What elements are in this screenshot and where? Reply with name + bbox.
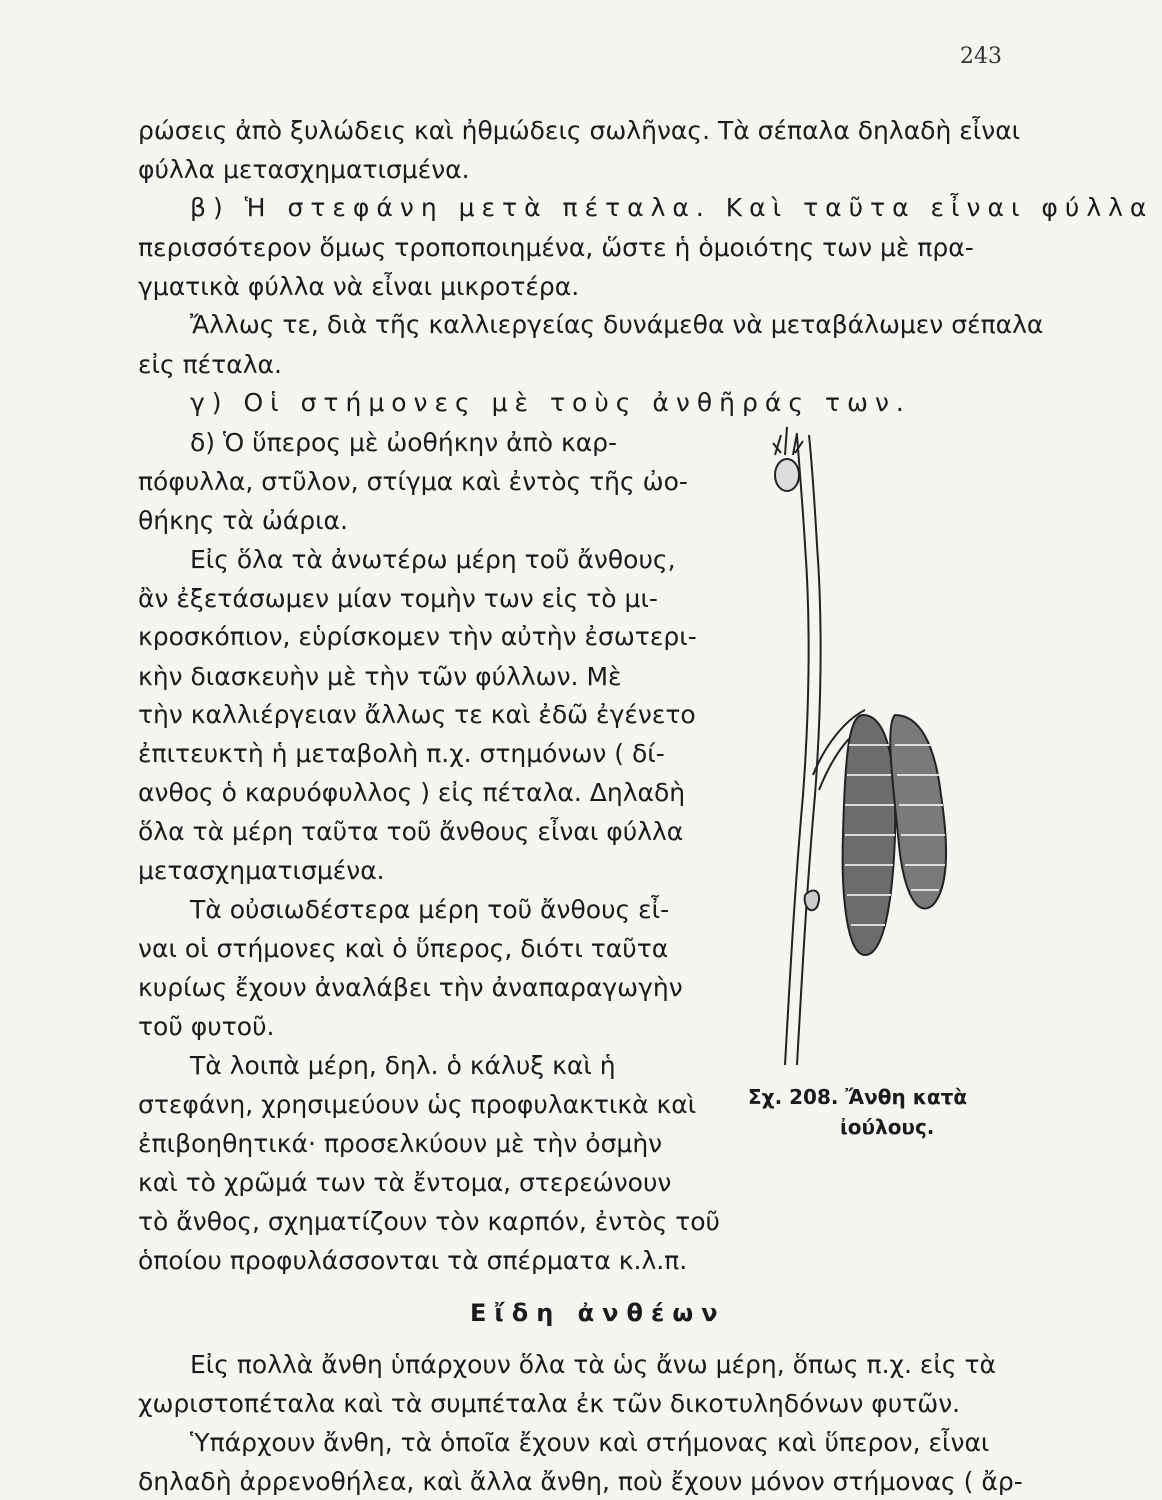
figure-caption-line1: Σχ. 208. Ἄνθη κατὰ bbox=[748, 1085, 968, 1109]
text-line: κροσκόπιον, εὑρίσκομεν τὴν αὐτὴν ἐσωτερι- bbox=[138, 622, 697, 651]
text-line: ἐπιβοηθητικά· προσελκύουν μὲ τὴν ὀσμὴν bbox=[138, 1129, 663, 1158]
text-line: μετασχηματισμένα. bbox=[138, 856, 385, 885]
text-line: ὅλα τὰ μέρη ταῦτα τοῦ ἄνθους εἶναι φύλλα bbox=[138, 817, 684, 846]
text-line: φύλλα μετασχηματισμένα. bbox=[138, 155, 470, 184]
text-line: πόφυλλα, στῦλον, στίγμα καὶ ἐντὸς τῆς ὠο- bbox=[138, 467, 688, 496]
text-line: Τὰ λοιπὰ μέρη, δηλ. ὁ κάλυξ καὶ ἡ bbox=[190, 1051, 616, 1080]
text-line: θήκης τὰ ὠάρια. bbox=[138, 506, 348, 535]
text-line: Ἄλλως τε, διὰ τῆς καλλιεργείας δυνάμεθα νὰ μεταβάλωμεν σέπαλα bbox=[190, 310, 1044, 339]
text-line: κυρίως ἔχουν ἀναλάβει τὴν ἀναπαραγωγὴν bbox=[138, 973, 683, 1002]
catkin bbox=[890, 715, 946, 909]
text-line: Εἰς ὅλα τὰ ἀνωτέρω μέρη τοῦ ἄνθους, bbox=[190, 545, 676, 574]
text-line: καὶ τὸ χρῶμά των τὰ ἔντομα, στερεώνουν bbox=[138, 1168, 672, 1197]
text-line: τὸ ἄνθος, σχηματίζουν τὸν καρπόν, ἐντὸς τοῦ bbox=[138, 1207, 720, 1236]
text-line: στεφάνη, χρησιμεύουν ὡς προφυλακτικὰ καὶ bbox=[138, 1090, 697, 1119]
text-line: ἐπιτευκτὴ ἡ μεταβολὴ π.χ. στημόνων ( δί- bbox=[138, 739, 665, 768]
figure-caption-line2: ἰούλους. bbox=[840, 1115, 935, 1139]
text-line: γ) Οἱ στήμονες μὲ τοὺς ἀνθῆράς των. bbox=[190, 388, 911, 417]
text-line: ανθος ὁ καρυόφυλλος ) εἰς πέταλα. Δηλαδὴ bbox=[138, 778, 686, 807]
section-heading: Εἴδη ἀνθέων bbox=[470, 1299, 726, 1327]
text-line: τοῦ φυτοῦ. bbox=[138, 1012, 275, 1041]
text-line: ρώσεις ἀπὸ ξυλώδεις καὶ ἠθμώδεις σωλῆνας. Τὰ σέπαλα δηλαδὴ εἶναι bbox=[138, 116, 1021, 145]
text-line: Εἰς πολλὰ ἄνθη ὑπάρχουν ὅλα τὰ ὡς ἄνω μέρη, ὅπως π.χ. εἰς τὰ bbox=[190, 1350, 997, 1379]
text-line: χωριστοπέταλα καὶ τὰ συμπέταλα ἐκ τῶν δικοτυληδόνων φυτῶν. bbox=[138, 1389, 961, 1418]
text-line: Ὑπάρχουν ἄνθη, τὰ ὁποῖα ἔχουν καὶ στήμονας καὶ ὕπερον, εἶναι bbox=[190, 1428, 990, 1457]
text-line: δηλαδὴ ἀρρενοθήλεα, καὶ ἄλλα ἄνθη, ποὺ ἔχουν μόνον στήμονας ( ἄρ- bbox=[138, 1467, 1023, 1496]
text-line: κὴν διασκευὴν μὲ τὴν τῶν φύλλων. Μὲ bbox=[138, 662, 622, 691]
text-line: εἰς πέταλα. bbox=[138, 350, 282, 379]
text-line: ναι οἱ στήμονες καὶ ὁ ὕπερος, διότι ταῦτα bbox=[138, 934, 669, 963]
catkin bbox=[843, 715, 896, 955]
text-line: τὴν καλλιέργειαν ἄλλως τε καὶ ἐδῶ ἐγένετο bbox=[138, 700, 696, 729]
text-line: δ) Ὁ ὕπερος μὲ ὠοθήκην ἀπὸ καρ- bbox=[190, 428, 618, 457]
text-line: ἂν ἐξετάσωμεν μίαν τομὴν των εἰς τὸ μι- bbox=[138, 584, 658, 613]
catkin-illustration bbox=[745, 415, 1045, 1065]
text-line: β) Ἡ στεφάνη μετὰ πέταλα. Καὶ ταῦτα εἶναι φύλλα bbox=[190, 193, 1154, 222]
text-line: Τὰ οὐσιωδέστερα μέρη τοῦ ἄνθους εἶ- bbox=[190, 895, 670, 924]
text-line: περισσότερον ὅμως τροποποιημένα, ὥστε ἡ ὁμοιότης των μὲ πρα- bbox=[138, 233, 974, 262]
text-line: γματικὰ φύλλα νὰ εἶναι μικροτέρα. bbox=[138, 272, 580, 301]
text-line: ὁποίου προφυλάσσονται τὰ σπέρματα κ.λ.π. bbox=[138, 1246, 688, 1275]
page-number: 243 bbox=[960, 44, 1002, 69]
